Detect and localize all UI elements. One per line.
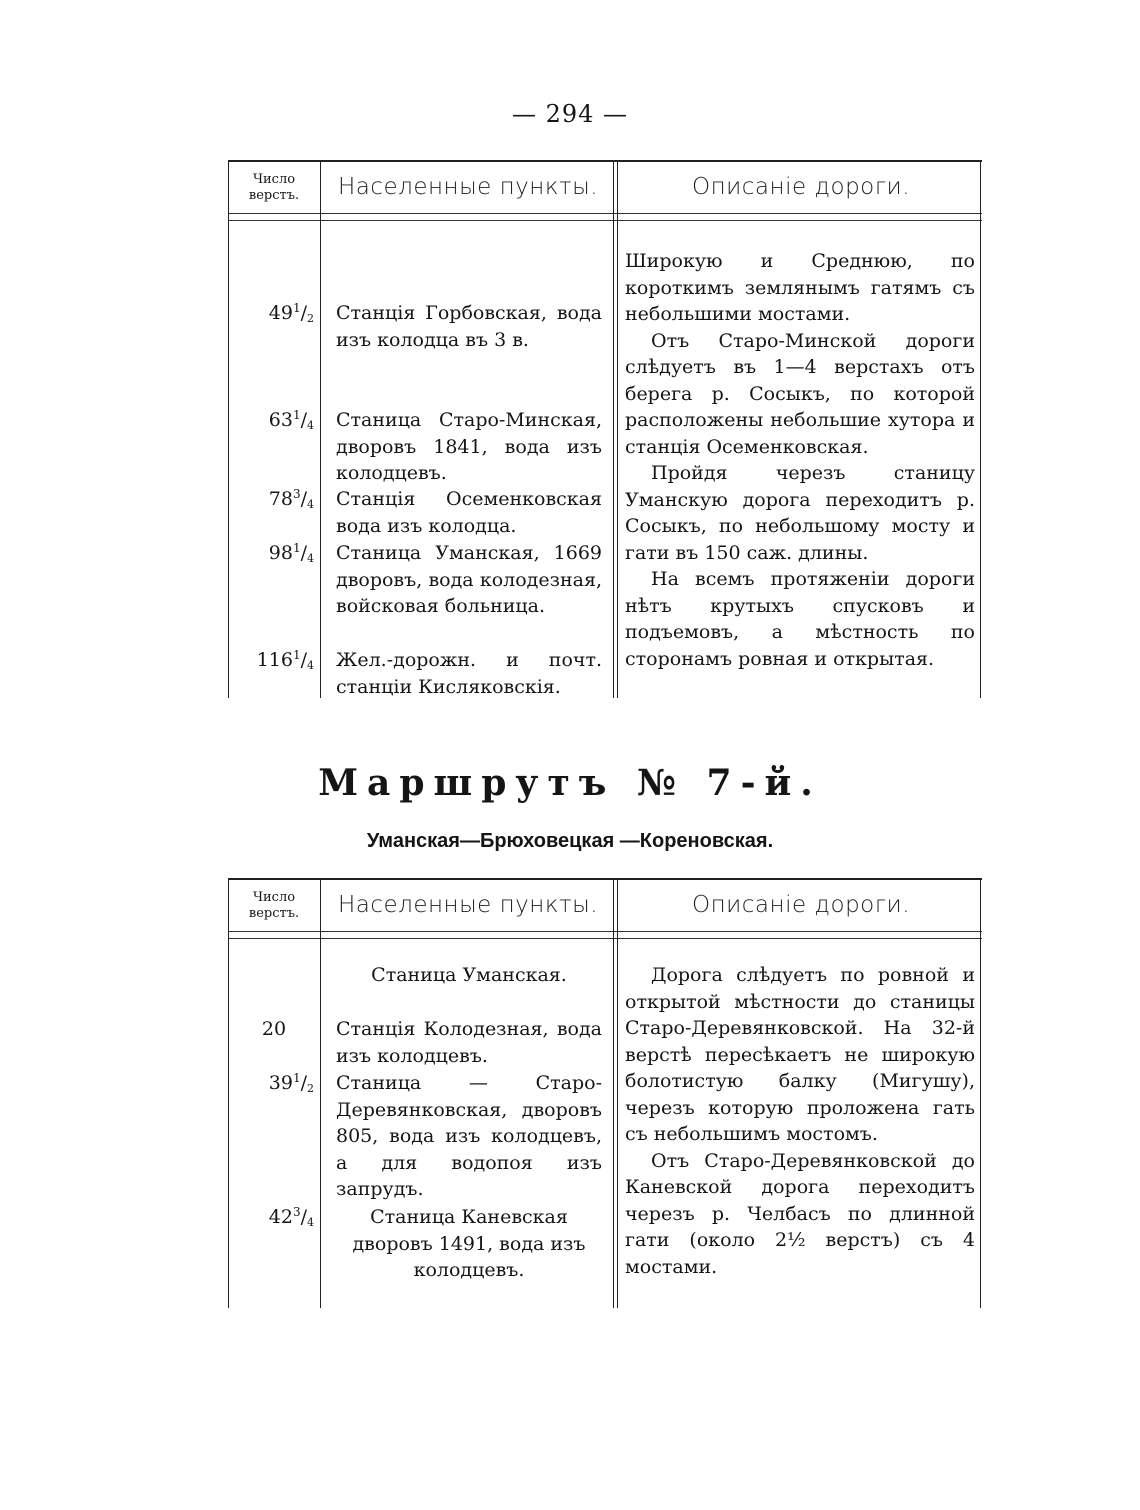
settlement-entry: Станица Каневская дворовъ 1491, вода изъ колодцевъ. <box>352 1206 586 1281</box>
header-settlements: Населенные пункты. <box>337 174 599 200</box>
road-description: Дорога слѣдуетъ по ровной и открытой мѣстности до станицы Старо-Деревянковской. На 32-й верстѣ пересѣкаетъ не широкую болотистую балку (Мигушу), черезъ которую проложена гать съ небольшимъ мостомъ. Отъ Старо-Деревянковской до Каневской дорога переходитъ черезъ р. Челбасъ по длинной гати (около 2½ верстъ) съ 4 мостами. <box>625 964 975 1278</box>
table-border-right <box>980 160 981 698</box>
column-divider-double <box>613 160 618 698</box>
column-divider-double <box>613 878 618 1308</box>
header-road-description: Описаніе дороги. <box>692 174 910 200</box>
settlement-entry: Станція Колодезная, вода изъ колодцевъ. <box>336 1018 602 1067</box>
settlement-entry: Станица Уманская. <box>371 964 567 986</box>
settlement-entry: Станица Старо-Минская, дворовъ 1841, вода изъ колодцевъ. <box>336 409 602 484</box>
verst-count: $42^3/_4$ <box>268 1205 314 1229</box>
verst-count: $98^1/_4$ <box>268 541 314 565</box>
table-header <box>228 160 982 214</box>
verst-count: $78^3/_4$ <box>268 487 314 511</box>
settlement-entry: Станица Уманская, 1669 дворовъ, вода колодезная, войсковая больница. <box>336 542 602 617</box>
verst-count: $49^1/_2$ <box>268 301 314 325</box>
column-divider <box>320 160 321 698</box>
column-divider <box>320 878 321 1308</box>
settlement-entry: Станица — Старо-Деревянковская, дворовъ 805, вода изъ колодцевъ, а для водопоя изъ запрудъ. <box>336 1072 602 1200</box>
header-road-description: Описаніе дороги. <box>692 892 910 918</box>
header-rule <box>228 931 982 939</box>
road-description: Широкую и Среднюю, по короткимъ землянымъ гатямъ съ небольшими мостами. Отъ Старо-Минской дороги слѣдуетъ въ 1—4 верстахъ отъ берега р. Сосыкъ, по которой расположены небольшие хутора и станція Осеменковская. Пройдя черезъ станицу Уманскую дорога переходитъ р. Сосыкъ, по небольшому мосту и гати въ 150 саж. длины. На всемъ протяженіи дороги нѣтъ крутыхъ спусковъ и подъемовъ, а мѣстность по сторонамъ ровная и открытая. <box>625 250 975 670</box>
settlement-entry: Станція Горбовская, вода изъ колодца въ 3 в. <box>336 302 602 351</box>
verst-count: $39^1/_2$ <box>268 1071 314 1095</box>
route-subtitle: Уманская—Брюховецкая —Кореновская. <box>366 830 774 852</box>
route-table-continued <box>228 160 982 698</box>
header-rule <box>228 213 982 221</box>
header-versts: Число верстъ. <box>248 890 300 921</box>
verst-count: $63^1/_4$ <box>268 408 314 432</box>
verst-count: 20 <box>261 1018 287 1040</box>
route-title: Маршрутъ № 7-й. <box>318 762 822 804</box>
route-table <box>228 878 982 1308</box>
settlement-entry: Жел.-дорожн. и почт. станціи Кисляковскія. <box>336 649 602 698</box>
page-number: — 294 — <box>511 100 629 128</box>
header-versts: Число верстъ. <box>248 172 300 203</box>
table-header <box>228 878 982 932</box>
settlement-entry: Станція Осеменковская вода изъ колодца. <box>336 488 602 537</box>
verst-count: $116^1/_4$ <box>256 648 314 672</box>
header-settlements: Населенные пункты. <box>337 892 599 918</box>
table-border-right <box>980 878 981 1308</box>
